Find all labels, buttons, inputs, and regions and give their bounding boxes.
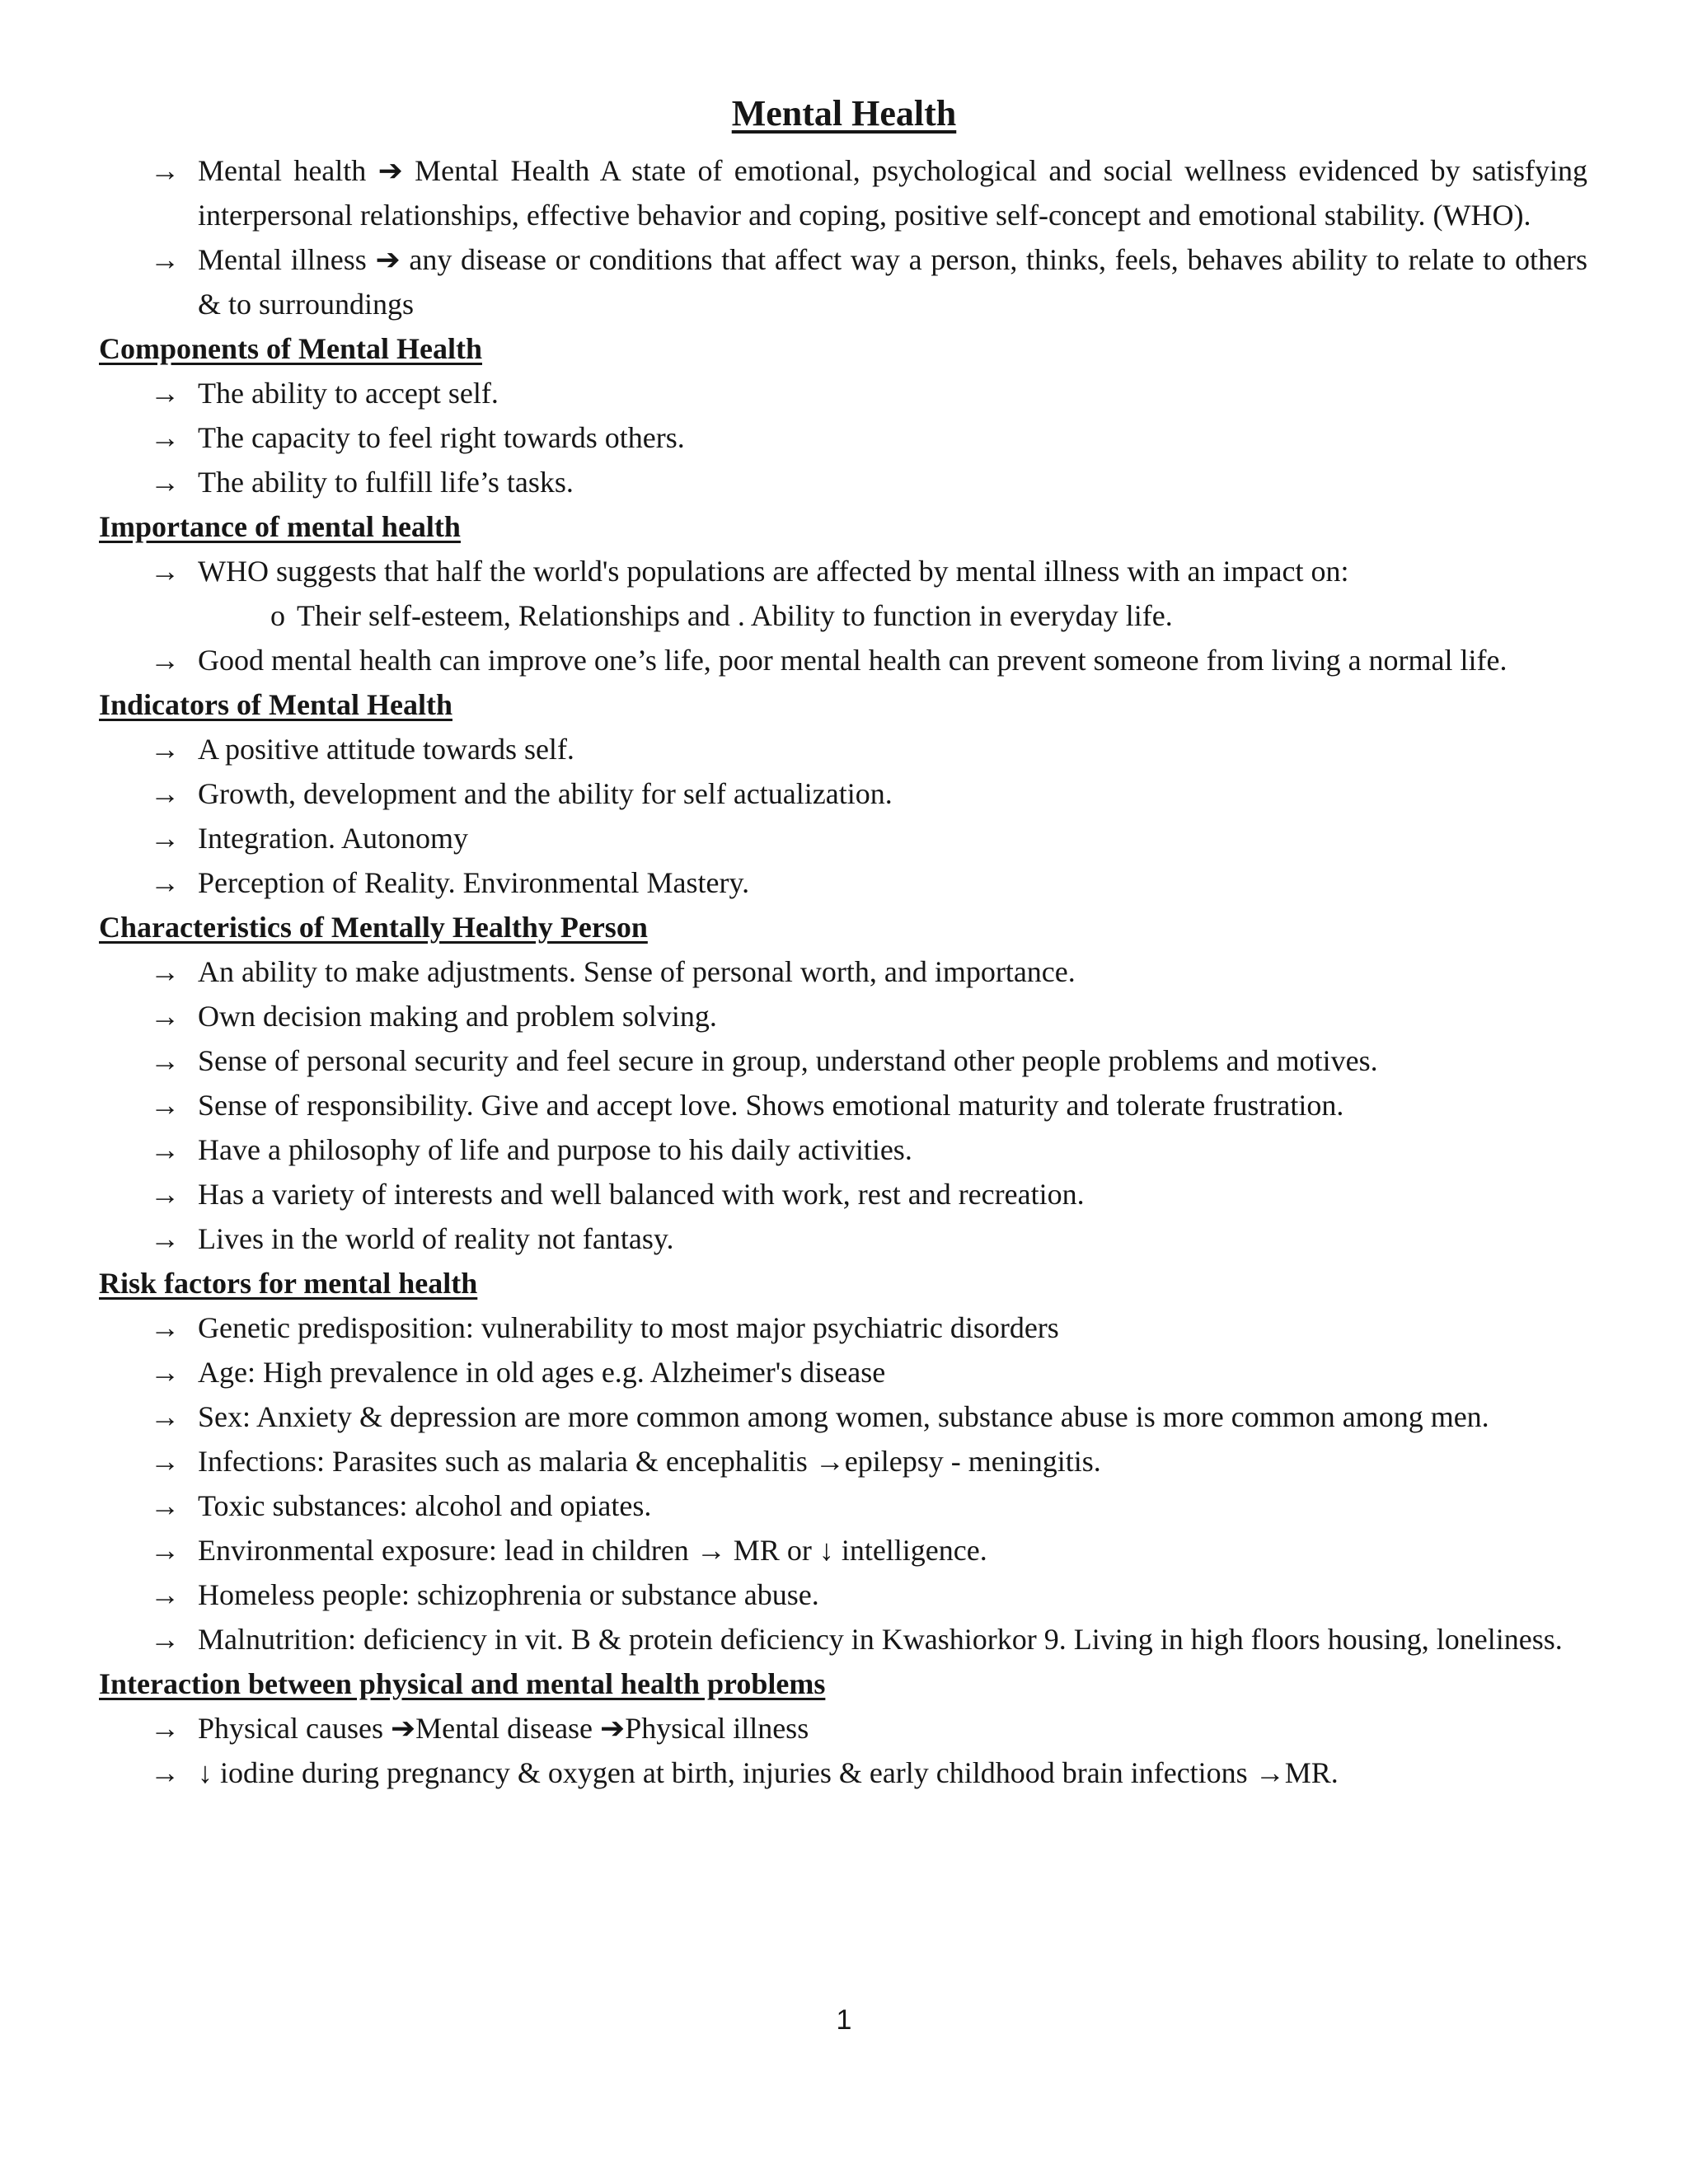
arrow-bullet-icon: → — [150, 466, 180, 499]
item-text: Their self-esteem, Relationships and . Ability to function in everyday life. — [297, 599, 1173, 632]
arrow-bullet-icon: → — [150, 154, 180, 187]
item-text: Environmental exposure: lead in children → MR or ↓ intelligence. — [198, 1534, 987, 1567]
arrow-bullet-icon: → — [150, 733, 180, 766]
item-text: Sense of responsibility. Give and accept love. Shows emotional maturity and tolerate frustration. — [198, 1089, 1344, 1122]
arrow-bullet-icon: → — [150, 1489, 180, 1522]
list-item — [99, 460, 1587, 504]
list-item — [99, 1439, 1587, 1483]
item-text: ↓ iodine during pregnancy & oxygen at birth, injuries & early childhood brain infections →MR. — [198, 1756, 1339, 1789]
list-item — [99, 727, 1587, 771]
item-text: Own decision making and problem solving. — [198, 1000, 717, 1033]
item-text: Toxic substances: alcohol and opiates. — [198, 1489, 652, 1522]
item-text: Integration. Autonomy — [198, 822, 468, 855]
characteristics-list — [99, 949, 1587, 1261]
item-text: The ability to fulfill life’s tasks. — [198, 466, 574, 499]
components-list — [99, 371, 1587, 504]
item-text: Has a variety of interests and well balanced with work, rest and recreation. — [198, 1178, 1085, 1211]
section-heading-components: Components of Mental Health — [99, 332, 482, 365]
intro-list — [99, 148, 1587, 326]
item-text: An ability to make adjustments. Sense of personal worth, and importance. — [198, 955, 1076, 988]
arrow-bullet-icon: → — [150, 1534, 180, 1567]
circle-bullet-icon: o — [270, 599, 285, 632]
item-text: Physical causes ➔Mental disease ➔Physical illness — [198, 1712, 809, 1745]
list-item — [99, 1127, 1587, 1172]
arrow-bullet-icon: → — [150, 1756, 180, 1789]
list-item — [99, 1394, 1587, 1439]
section-heading-interaction: Interaction between physical and mental health problems — [99, 1667, 826, 1700]
item-text: Sex: Anxiety & depression are more common among women, substance abuse is more common among men. — [198, 1400, 1489, 1433]
arrow-bullet-icon: → — [150, 377, 180, 410]
list-item — [99, 771, 1587, 816]
arrow-bullet-icon: → — [150, 1311, 180, 1344]
arrow-bullet-icon: → — [150, 1356, 180, 1389]
item-text: Sense of personal security and feel secure in group, understand other people problems and motives. — [198, 1044, 1378, 1077]
item-text: The ability to accept self. — [198, 377, 499, 410]
section-heading-importance: Importance of mental health — [99, 510, 461, 543]
item-text: Good mental health can improve one’s life, poor mental health can prevent someone from living a normal life. — [198, 644, 1507, 677]
arrow-bullet-icon: → — [150, 1044, 180, 1077]
arrow-bullet-icon: → — [150, 243, 180, 276]
arrow-bullet-icon: → — [150, 1623, 180, 1656]
arrow-bullet-icon: → — [150, 955, 180, 988]
list-item — [99, 1572, 1587, 1617]
arrow-bullet-icon: → — [150, 777, 180, 810]
list-item — [99, 148, 1587, 237]
section-heading-indicators: Indicators of Mental Health — [99, 688, 452, 721]
arrow-bullet-icon: → — [150, 822, 180, 855]
item-text: Age: High prevalence in old ages e.g. Alzheimer's disease — [198, 1356, 886, 1389]
list-item — [99, 237, 1587, 326]
arrow-bullet-icon: → — [150, 1578, 180, 1611]
arrow-bullet-icon: → — [150, 1178, 180, 1211]
list-item — [99, 816, 1587, 860]
list-item — [99, 415, 1587, 460]
list-item — [99, 1038, 1587, 1083]
arrow-bullet-icon: → — [150, 555, 180, 588]
list-item — [99, 1617, 1587, 1661]
list-item — [99, 549, 1587, 593]
arrow-bullet-icon: → — [150, 1133, 180, 1166]
item-text: Infections: Parasites such as malaria & encephalitis →epilepsy - meningitis. — [198, 1445, 1101, 1478]
interaction-list — [99, 1706, 1587, 1795]
arrow-bullet-icon: → — [150, 1000, 180, 1033]
item-text: Lives in the world of reality not fantasy. — [198, 1222, 674, 1255]
list-item — [99, 1750, 1587, 1795]
list-item — [99, 1172, 1587, 1216]
arrow-bullet-icon: → — [150, 1222, 180, 1255]
list-item — [99, 1216, 1587, 1261]
list-item — [99, 1305, 1587, 1350]
section-heading-characteristics: Characteristics of Mentally Healthy Person — [99, 911, 648, 944]
indicators-list — [99, 727, 1587, 905]
page-title: Mental Health — [731, 93, 957, 134]
item-text: Genetic predisposition: vulnerability to most major psychiatric disorders — [198, 1311, 1059, 1344]
list-item — [99, 638, 1587, 682]
sub-list-item — [99, 593, 1587, 638]
arrow-bullet-icon: → — [150, 644, 180, 677]
item-text: WHO suggests that half the world's populations are affected by mental illness with an impact on: — [198, 555, 1349, 588]
item-text: Growth, development and the ability for self actualization. — [198, 777, 893, 810]
importance-list — [99, 549, 1587, 682]
list-item — [99, 1083, 1587, 1127]
arrow-bullet-icon: → — [150, 421, 180, 454]
list-item — [99, 1350, 1587, 1394]
list-item — [99, 1483, 1587, 1528]
page-number: 1 — [836, 2004, 852, 2036]
list-item — [99, 1706, 1587, 1750]
risk-factors-list — [99, 1305, 1587, 1661]
list-item — [99, 994, 1587, 1038]
list-item — [99, 860, 1587, 905]
arrow-bullet-icon: → — [150, 1712, 180, 1745]
item-text: Mental illness ➔ any disease or conditions that affect way a person, thinks, feels, behaves ability to relate to others & to surroundings — [198, 243, 1587, 321]
item-text: A positive attitude towards self. — [198, 733, 574, 766]
arrow-bullet-icon: → — [150, 1445, 180, 1478]
arrow-bullet-icon: → — [150, 1089, 180, 1122]
arrow-bullet-icon: → — [150, 866, 180, 899]
item-text: Homeless people: schizophrenia or substance abuse. — [198, 1578, 819, 1611]
item-text: Malnutrition: deficiency in vit. B & protein deficiency in Kwashiorkor 9. Living in high floors housing, loneliness. — [198, 1623, 1563, 1656]
item-text: Mental health ➔ Mental Health A state of emotional, psychological and social wellness evidenced by satisfying interpersonal relationships, effective behavior and coping, positive self-concept and emotional stability. (WHO). — [198, 154, 1587, 232]
list-item — [99, 371, 1587, 415]
section-heading-risk-factors: Risk factors for mental health — [99, 1267, 478, 1300]
item-text: Have a philosophy of life and purpose to his daily activities. — [198, 1133, 912, 1166]
arrow-bullet-icon: → — [150, 1400, 180, 1433]
item-text: Perception of Reality. Environmental Mastery. — [198, 866, 750, 899]
document-body — [99, 148, 1587, 1795]
item-text: The capacity to feel right towards others. — [198, 421, 685, 454]
list-item — [99, 949, 1587, 994]
list-item — [99, 1528, 1587, 1572]
